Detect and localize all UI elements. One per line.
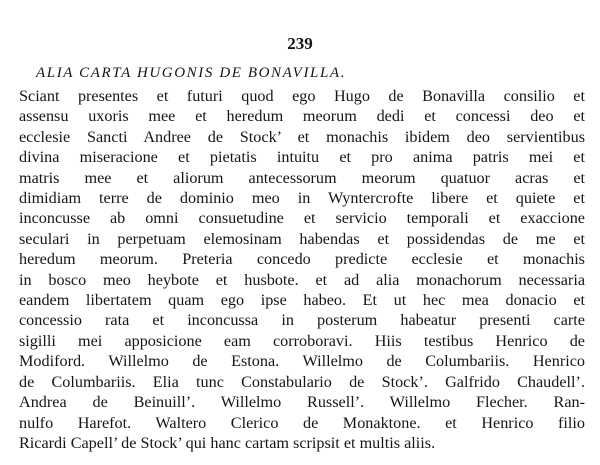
text-line: divina miseracione et pietatis intuitu et pro anima patris mei et [19, 148, 585, 167]
text-line: ecclesie Sancti Andree de Stock’ et monachis ibidem deo servientibus [19, 127, 585, 146]
text-line: sigilli mei apposicione eam corroboravi. Hiis testibus Henrico de [19, 331, 585, 350]
text-line: Modiford. Willelmo de Estona. Willelmo de Columbariis. Henrico [19, 352, 585, 371]
page-number: 239 [287, 34, 313, 53]
text-line: Andrea de Beinuill’. Willelmo Russell’. Willelmo Flecher. Ran- [19, 393, 585, 412]
text-line: matris mee et aliorum antecessorum meorum quatuor acras et [19, 168, 585, 187]
charter-heading: ALIA CARTA HUGONIS DE BONAVILLA. [36, 65, 347, 81]
text-line: assensu uxoris mee et heredum meorum dedi et concessi deo et [19, 107, 585, 126]
text-line: in bosco meo heybote et husbote. et ad alia monachorum necessaria [19, 270, 585, 289]
text-line: concessio rata et inconcussa in posterum habeatur presenti carte [19, 311, 585, 330]
charter-text [19, 86, 585, 453]
text-line: Ricardi Capell’ de Stock’ qui hanc cartam scripsit et multis aliis. [19, 433, 436, 452]
text-line: de Columbariis. Elia tunc Constabulario de Stock’. Galfrido Chaudell’. [19, 372, 585, 391]
text-line: seculari in perpetuam elemosinam habendas et possidendas de me et [19, 229, 585, 248]
text-line: nulfo Harefot. Waltero Clerico de Monaktone. et Henrico filio [19, 413, 585, 432]
text-line: dimidiam terre de dominio meo in Wyntercrofte libere et quiete et [19, 189, 585, 208]
text-line: Sciant presentes et futuri quod ego Hugo de Bonavilla consilio et [19, 87, 585, 105]
text-line: heredum meorum. Preteria concedo predicte ecclesie et monachis [19, 250, 585, 269]
text-line: inconcusse ab omni consuetudine et servicio temporali et exaccione [19, 209, 585, 228]
text-line: eandem libertatem quam ego ipse habeo. Et ut hec mea donacio et [19, 291, 585, 310]
